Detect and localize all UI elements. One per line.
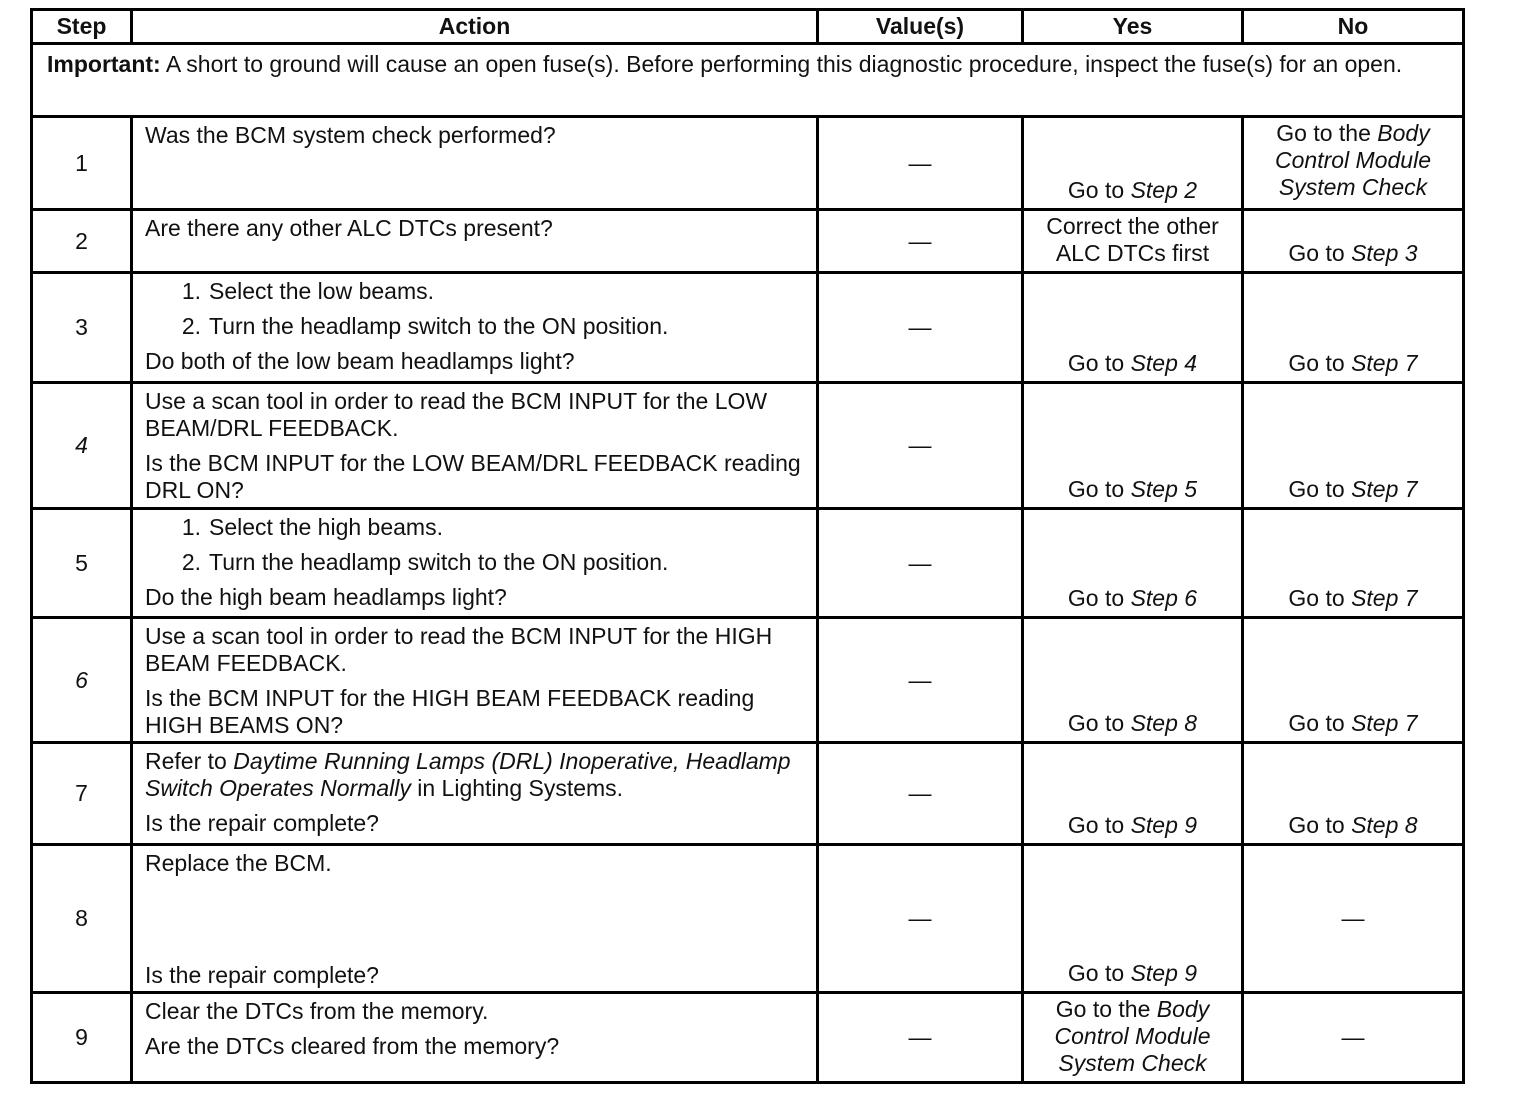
value-cell: — [818, 618, 1023, 743]
yes-prefix: Go to [1067, 710, 1125, 736]
question-text: Was the BCM system check performed? [145, 122, 556, 148]
no-prefix: Go to [1288, 350, 1345, 376]
yes-prefix: Go to [1067, 177, 1125, 203]
no-cell [1243, 743, 1464, 845]
no-prefix: Go to the [1276, 120, 1371, 146]
no-ref-link-1[interactable]: Body [1377, 120, 1430, 146]
instruction-text: Use a scan tool in order to read the BCM INPUT for the LOW BEAM/DRL FEEDBACK. [145, 388, 768, 441]
yes-step-link[interactable]: Step 9 [1130, 812, 1198, 838]
yes-ref-link-3[interactable]: System Check [1058, 1050, 1207, 1076]
yes-line-1: Correct the other [1046, 213, 1219, 239]
table-row [32, 117, 1464, 210]
yes-step-link[interactable]: Step 6 [1130, 585, 1198, 611]
step-number: 7 [32, 743, 132, 845]
yes-line-2: ALC DTCs first [1055, 240, 1210, 266]
step-number: 2 [32, 210, 132, 273]
value-cell: — [818, 743, 1023, 845]
value-cell: — [818, 383, 1023, 509]
yes-cell [1023, 383, 1243, 509]
no-prefix: Go to [1288, 240, 1345, 266]
no-cell [1243, 273, 1464, 383]
no-step-link[interactable]: Step 7 [1351, 350, 1418, 376]
no-prefix: Go to [1288, 585, 1345, 611]
action-cell [132, 743, 818, 845]
value-cell: — [818, 117, 1023, 210]
no-cell [1243, 509, 1464, 618]
important-note [32, 44, 1464, 117]
substep-number: 1. [181, 278, 201, 304]
yes-prefix: Go to [1067, 350, 1125, 376]
yes-step-link[interactable]: Step 9 [1130, 960, 1198, 986]
header-action: Action [132, 10, 818, 44]
table-row [32, 210, 1464, 273]
yes-prefix: Go to [1067, 812, 1125, 838]
important-label: Important: [47, 51, 161, 77]
yes-cell [1023, 117, 1243, 210]
yes-cell [1023, 743, 1243, 845]
yes-step-link[interactable]: Step 4 [1130, 350, 1198, 376]
substep-item [145, 313, 804, 340]
no-step-link[interactable]: Step 7 [1351, 476, 1418, 502]
substep-text: Turn the headlamp switch to the ON position. [209, 549, 669, 575]
question-text: Do both of the low beam headlamps light? [145, 348, 575, 374]
yes-cell [1023, 210, 1243, 273]
action-cell [132, 845, 818, 993]
question-text: Is the repair complete? [145, 810, 379, 836]
step-number: 5 [32, 509, 132, 618]
diagnostic-table-sheet [30, 8, 1462, 1084]
step-number: 9 [32, 993, 132, 1083]
yes-cell [1023, 273, 1243, 383]
table-row [32, 993, 1464, 1083]
instruction-text: Use a scan tool in order to read the BCM INPUT for the HIGH BEAM FEEDBACK. [145, 623, 773, 676]
yes-cell [1023, 509, 1243, 618]
yes-step-link[interactable]: Step 2 [1130, 177, 1198, 203]
refer-suffix: in Lighting Systems. [417, 775, 624, 801]
action-cell [132, 273, 818, 383]
action-cell [132, 210, 818, 273]
no-cell [1243, 383, 1464, 509]
substep-number: 2. [181, 549, 201, 575]
no-cell [1243, 117, 1464, 210]
action-cell [132, 993, 818, 1083]
step-number: 1 [32, 117, 132, 210]
substep-item [145, 549, 804, 576]
yes-cell [1023, 845, 1243, 993]
no-prefix: Go to [1288, 812, 1345, 838]
no-cell: — [1243, 845, 1464, 993]
no-ref-link-2[interactable]: Control Module [1275, 147, 1431, 173]
no-cell [1243, 210, 1464, 273]
substep-item [145, 278, 804, 305]
table-row [32, 845, 1464, 993]
header-row [32, 10, 1464, 44]
table-row [32, 618, 1464, 743]
refer-text [145, 748, 804, 802]
substep-text: Turn the headlamp switch to the ON position. [209, 313, 669, 339]
no-prefix: Go to [1288, 476, 1345, 502]
header-no: No [1243, 10, 1464, 44]
action-cell [132, 509, 818, 618]
value-cell: — [818, 273, 1023, 383]
action-cell [132, 117, 818, 210]
value-cell: — [818, 993, 1023, 1083]
header-step: Step [32, 10, 132, 44]
yes-cell [1023, 993, 1243, 1083]
no-ref-link-3[interactable]: System Check [1278, 174, 1428, 200]
substep-number: 2. [181, 313, 201, 339]
value-cell: — [818, 845, 1023, 993]
action-cell [132, 383, 818, 509]
instruction-text: Clear the DTCs from the memory. [145, 998, 489, 1024]
instruction-text: Replace the BCM. [145, 850, 332, 876]
value-cell: — [818, 509, 1023, 618]
no-cell: — [1243, 993, 1464, 1083]
substep-text: Select the high beams. [209, 514, 443, 540]
important-row [32, 44, 1464, 117]
table-row [32, 509, 1464, 618]
question-text: Is the BCM INPUT for the LOW BEAM/DRL FEEDBACK reading DRL ON? [145, 450, 801, 503]
question-text: Is the BCM INPUT for the HIGH BEAM FEEDBACK reading HIGH BEAMS ON? [145, 685, 755, 738]
step-number: 8 [32, 845, 132, 993]
diagnostic-table [30, 8, 1465, 1084]
yes-ref-link-1[interactable]: Body [1156, 996, 1210, 1022]
table-row [32, 743, 1464, 845]
question-text: Are there any other ALC DTCs present? [145, 215, 553, 241]
value-cell: — [818, 210, 1023, 273]
header-values: Value(s) [818, 10, 1023, 44]
question-text: Do the high beam headlamps light? [145, 584, 507, 610]
table-row [32, 273, 1464, 383]
refer-procedure-link[interactable]: Daytime Running Lamps (DRL) Inoperative, Headlamp Switch Operates Normally [145, 748, 791, 801]
important-text: A short to ground will cause an open fuse(s). Before performing this diagnostic procedure, inspect the fuse(s) for an open. [165, 51, 1403, 77]
step-number: 4 [32, 383, 132, 509]
step-number: 3 [32, 273, 132, 383]
yes-step-link[interactable]: Step 8 [1130, 710, 1198, 736]
substep-item [145, 514, 804, 541]
yes-prefix: Go to [1067, 476, 1125, 502]
yes-ref-link-2[interactable]: Control Module [1054, 1023, 1211, 1049]
no-step-link[interactable]: Step 7 [1351, 585, 1418, 611]
substep-text: Select the low beams. [209, 278, 435, 304]
step-number: 6 [32, 618, 132, 743]
question-text: Are the DTCs cleared from the memory? [145, 1033, 560, 1059]
no-prefix: Go to [1288, 710, 1345, 736]
no-step-link[interactable]: Step 7 [1351, 710, 1418, 736]
table-row [32, 383, 1464, 509]
no-step-link[interactable]: Step 8 [1351, 812, 1418, 838]
substep-number: 1. [181, 514, 201, 540]
question-text: Is the repair complete? [145, 962, 379, 988]
action-stack [145, 850, 804, 989]
yes-prefix: Go to [1067, 960, 1125, 986]
yes-prefix: Go to the [1055, 996, 1151, 1022]
refer-prefix: Refer to [145, 748, 227, 774]
yes-step-link[interactable]: Step 5 [1130, 476, 1198, 502]
no-step-link[interactable]: Step 3 [1351, 240, 1418, 266]
no-cell [1243, 618, 1464, 743]
yes-cell [1023, 618, 1243, 743]
yes-prefix: Go to [1067, 585, 1125, 611]
action-cell [132, 618, 818, 743]
header-yes: Yes [1023, 10, 1243, 44]
